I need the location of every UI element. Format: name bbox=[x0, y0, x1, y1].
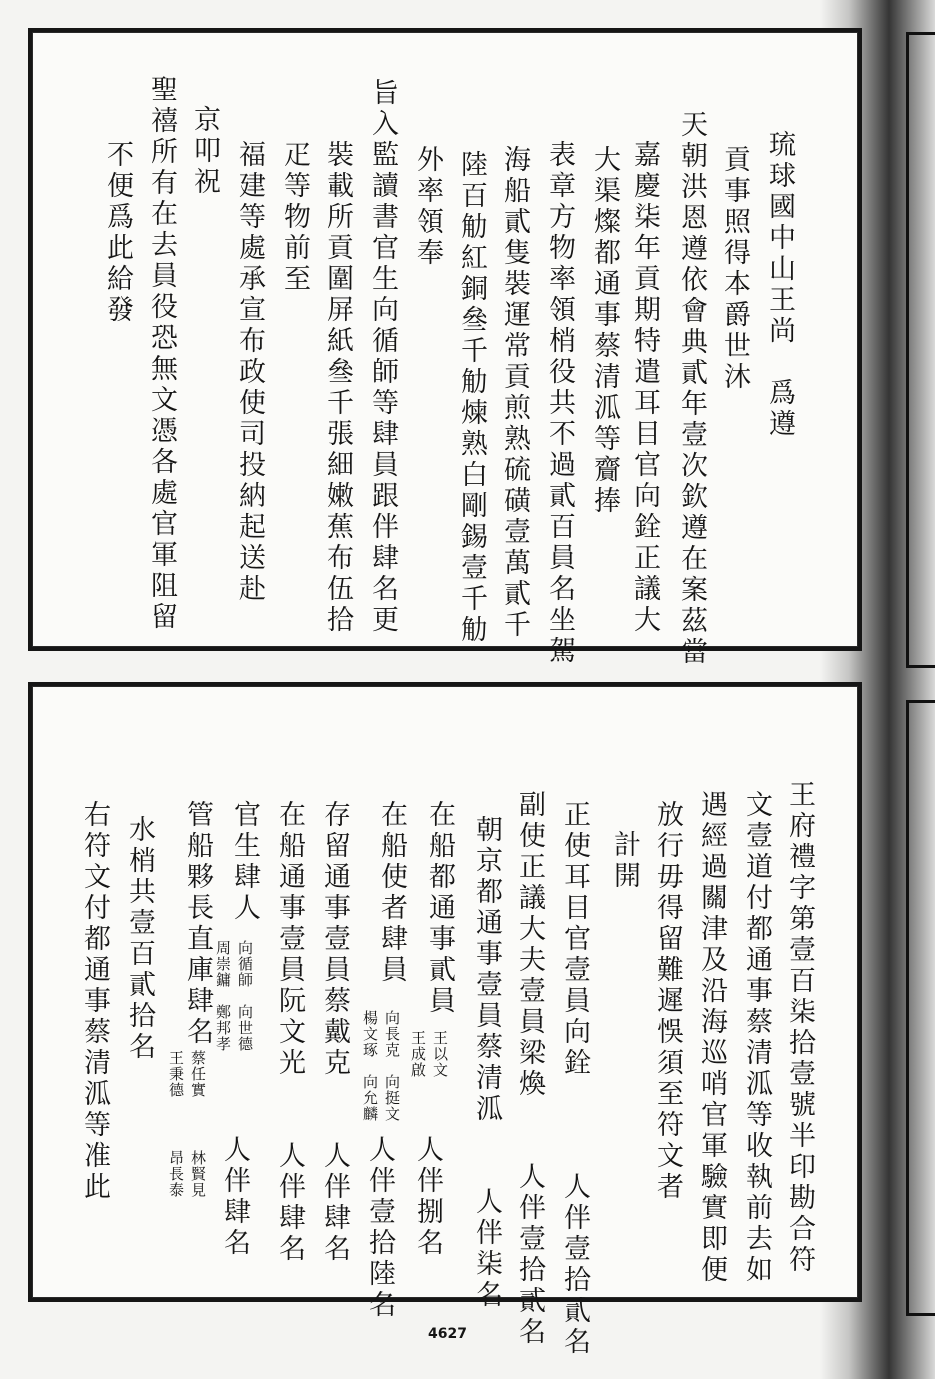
bottom-page-text-column: 周崇鏞 鄭邦孝 bbox=[214, 940, 232, 1052]
bottom-page-text-column: 在船通事壹員阮文光 人伴肆名 bbox=[274, 800, 305, 1265]
bottom-page-text-column: 存留通事壹員蔡戴克 人伴肆名 bbox=[319, 800, 350, 1265]
bottom-page-text-column: 朝京都通事壹員蔡清泒 人伴柒名 bbox=[471, 815, 502, 1311]
bottom-page-text-column: 楊文琢 向允麟 bbox=[361, 1010, 379, 1122]
bottom-page-text-column: 水梢共壹百貳拾名 bbox=[124, 815, 155, 1063]
top-page-text-column: 福建等處承宣布政使司投納起送赴 bbox=[234, 140, 265, 605]
bottom-page-text-column: 人伴肆名 bbox=[219, 1135, 250, 1259]
top-page-text-column: 陸百觔紅銅叄千觔煉熟白剛錫壹千觔 bbox=[456, 150, 487, 646]
bottom-page-text-column: 向循師 向世德 bbox=[236, 940, 254, 1052]
bottom-page-text-column: 副使正議大夫壹員梁煥 人伴壹拾貳名 bbox=[514, 790, 545, 1348]
bottom-page-text-column: 在船使者肆員 bbox=[376, 800, 407, 986]
bottom-page-text-column: 林賢見 bbox=[189, 1150, 207, 1198]
top-page-text-column: 嘉慶柒年貢期特遣耳目官向銓正議大 bbox=[629, 140, 660, 636]
top-page-text-column: 大渠燦都通事蔡清泒等齎捧 bbox=[589, 145, 620, 517]
top-page-text-column: 不便爲此給發 bbox=[102, 140, 133, 326]
bottom-page-text-column: 王成啟 bbox=[409, 1030, 427, 1078]
bottom-page-text-column: 王以文 bbox=[431, 1030, 449, 1078]
adjacent-page-frame-top bbox=[906, 32, 935, 668]
bottom-page-text-column: 王府禮字第壹百柒拾壹號半印勘合符 bbox=[784, 780, 815, 1276]
bottom-page-text-column: 王秉德 bbox=[167, 1050, 185, 1098]
top-page-text-column: 疋等物前至 bbox=[279, 140, 310, 295]
top-page-text-column: 表章方物率領梢役共不過貳百員名坐駕 bbox=[544, 140, 575, 667]
bottom-page-text-column: 右符文付都通事蔡清泒等准此 bbox=[79, 800, 110, 1203]
bottom-page-text-column: 遇經過關津及沿海巡哨官軍驗實即便 bbox=[696, 790, 727, 1286]
bottom-page-text-column: 正使耳目官壹員向銓 人伴壹拾貳名 bbox=[559, 800, 590, 1358]
bottom-page-text-column: 人伴捌名 bbox=[412, 1135, 443, 1259]
bottom-page-text-column: 管船夥長直庫肆名 bbox=[182, 800, 213, 1048]
bottom-page-text-column: 人伴壹拾陸名 bbox=[364, 1135, 395, 1321]
top-page-text-column: 聖禧所有在去員役恐無文憑各處官軍阻留 bbox=[146, 75, 177, 633]
bottom-page-text-column: 向長克 向挺文 bbox=[383, 1010, 401, 1122]
top-page-text-column: 裝載所貢圍屏紙叄千張細嫩蕉布伍拾 bbox=[322, 140, 353, 636]
top-page-text-column: 貢事照得本爵世沐 bbox=[719, 145, 750, 393]
bottom-page-text-column: 放行毋得留難遲悞須至符文者 bbox=[652, 800, 683, 1203]
top-page-text-column: 天朝洪恩遵依會典貳年壹次欽遵在案茲當 bbox=[676, 110, 707, 668]
top-page-text-column: 琉球國中山王尚 爲遵 bbox=[764, 130, 795, 440]
bottom-page-text-column: 計開 bbox=[609, 830, 640, 892]
top-page-text-column: 外率領奉 bbox=[412, 145, 443, 269]
adjacent-page-frame-bottom bbox=[906, 700, 935, 1316]
top-page-text-column: 海船貳隻裝運常貢煎熟硫磺壹萬貳千 bbox=[499, 145, 530, 641]
top-page-text-column: 京叩祝 bbox=[189, 105, 220, 198]
bottom-page-text-column: 昂長泰 bbox=[167, 1150, 185, 1198]
page-number: 4627 bbox=[428, 1326, 467, 1342]
bottom-page-text-column: 在船都通事貳員 bbox=[424, 800, 455, 1017]
bottom-page-text-column: 官生肆人 bbox=[229, 800, 260, 924]
top-page-text-column: 旨入監讀書官生向循師等肆員跟伴肆名更 bbox=[367, 78, 398, 636]
bottom-page-text-column: 蔡任實 bbox=[189, 1050, 207, 1098]
bottom-page-text-column: 文壹道付都通事蔡清泒等收執前去如 bbox=[741, 790, 772, 1286]
